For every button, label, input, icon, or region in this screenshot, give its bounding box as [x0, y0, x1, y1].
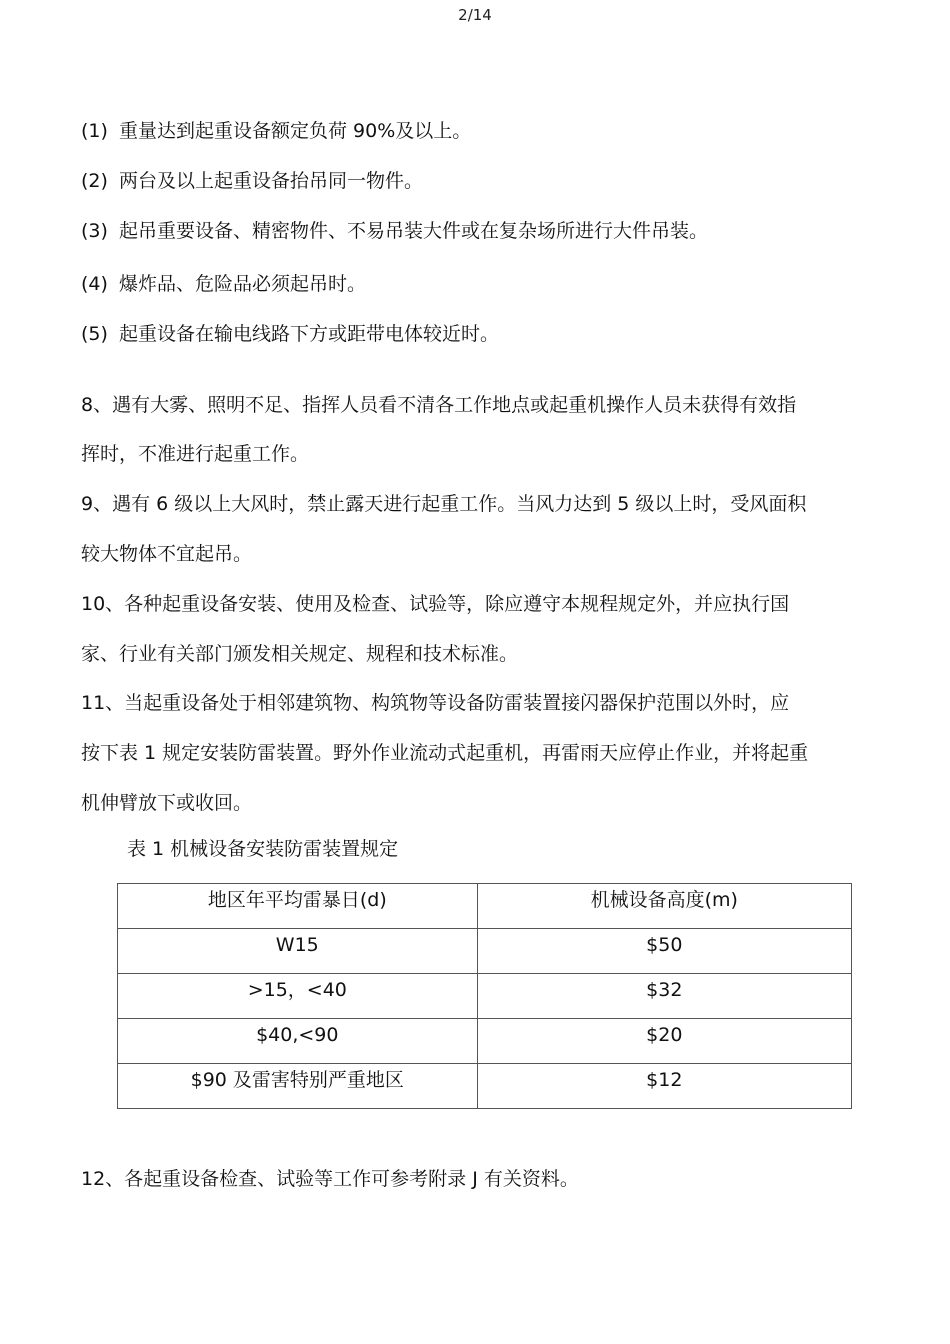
table-row [118, 974, 852, 1019]
table-header-cell: 机械设备高度(m) [477, 884, 851, 929]
paragraph-11-line-3: 机伸臂放下或收回。 [81, 792, 253, 814]
item-text: 重量达到起重设备额定负荷 90%及以上。 [119, 120, 472, 142]
page-number: 2/14 [458, 6, 492, 24]
table-cell: >15，<40 [118, 974, 478, 1019]
table-header-cell: 地区年平均雷暴日(d) [118, 884, 478, 929]
table-caption: 表 1 机械设备安装防雷装置规定 [127, 838, 399, 860]
item-text: 爆炸品、危险品必须起吊时。 [119, 273, 367, 295]
lightning-protection-table [117, 883, 852, 1109]
paragraph-10-line-2: 家、行业有关部门颁发相关规定、规程和技术标准。 [81, 643, 519, 665]
paragraph-8-line-1: 8、遇有大雾、照明不足、指挥人员看不清各工作地点或起重机操作人员未获得有效指 [81, 394, 797, 416]
table-cell: $40,<90 [118, 1019, 478, 1064]
table-header-row [118, 884, 852, 929]
paragraph-8-line-2: 挥时，不准进行起重工作。 [81, 443, 310, 465]
item-text: 起吊重要设备、精密物件、不易吊装大件或在复杂场所进行大件吊装。 [119, 220, 709, 242]
item-number: (3) [81, 220, 108, 242]
item-number: (4) [81, 273, 108, 295]
list-item [81, 325, 499, 344]
table-cell: $32 [477, 974, 851, 1019]
list-item [81, 222, 708, 241]
list-item [81, 122, 471, 141]
table-row [118, 1019, 852, 1064]
table-cell: $20 [477, 1019, 851, 1064]
item-number: (1) [81, 120, 108, 142]
list-item [81, 172, 423, 191]
item-text: 起重设备在输电线路下方或距带电体较近时。 [119, 323, 500, 345]
table-row [118, 929, 852, 974]
item-text: 两台及以上起重设备抬吊同一物件。 [119, 170, 424, 192]
table-cell: $50 [477, 929, 851, 974]
paragraph-9-line-1: 9、遇有 6 级以上大风时，禁止露天进行起重工作。当风力达到 5 级以上时，受风面积 [81, 493, 807, 515]
paragraph-9-line-2: 较大物体不宜起吊。 [81, 543, 253, 565]
item-number: (5) [81, 323, 108, 345]
paragraph-11-line-2: 按下表 1 规定安装防雷装置。野外作业流动式起重机，再雷雨天应停止作业，并将起重 [81, 742, 809, 764]
table-cell: $12 [477, 1064, 851, 1109]
paragraph-12-line-1: 12、各起重设备检查、试验等工作可参考附录 J 有关资料。 [81, 1168, 579, 1190]
item-number: (2) [81, 170, 108, 192]
table-cell: $90 及雷害特别严重地区 [118, 1064, 478, 1109]
table-row [118, 1064, 852, 1109]
paragraph-11-line-1: 11、当起重设备处于相邻建筑物、构筑物等设备防雷装置接闪器保护范围以外时，应 [81, 692, 790, 714]
paragraph-10-line-1: 10、各种起重设备安装、使用及检查、试验等，除应遵守本规程规定外，并应执行国 [81, 593, 790, 615]
table-cell: W15 [118, 929, 478, 974]
list-item [81, 275, 366, 294]
